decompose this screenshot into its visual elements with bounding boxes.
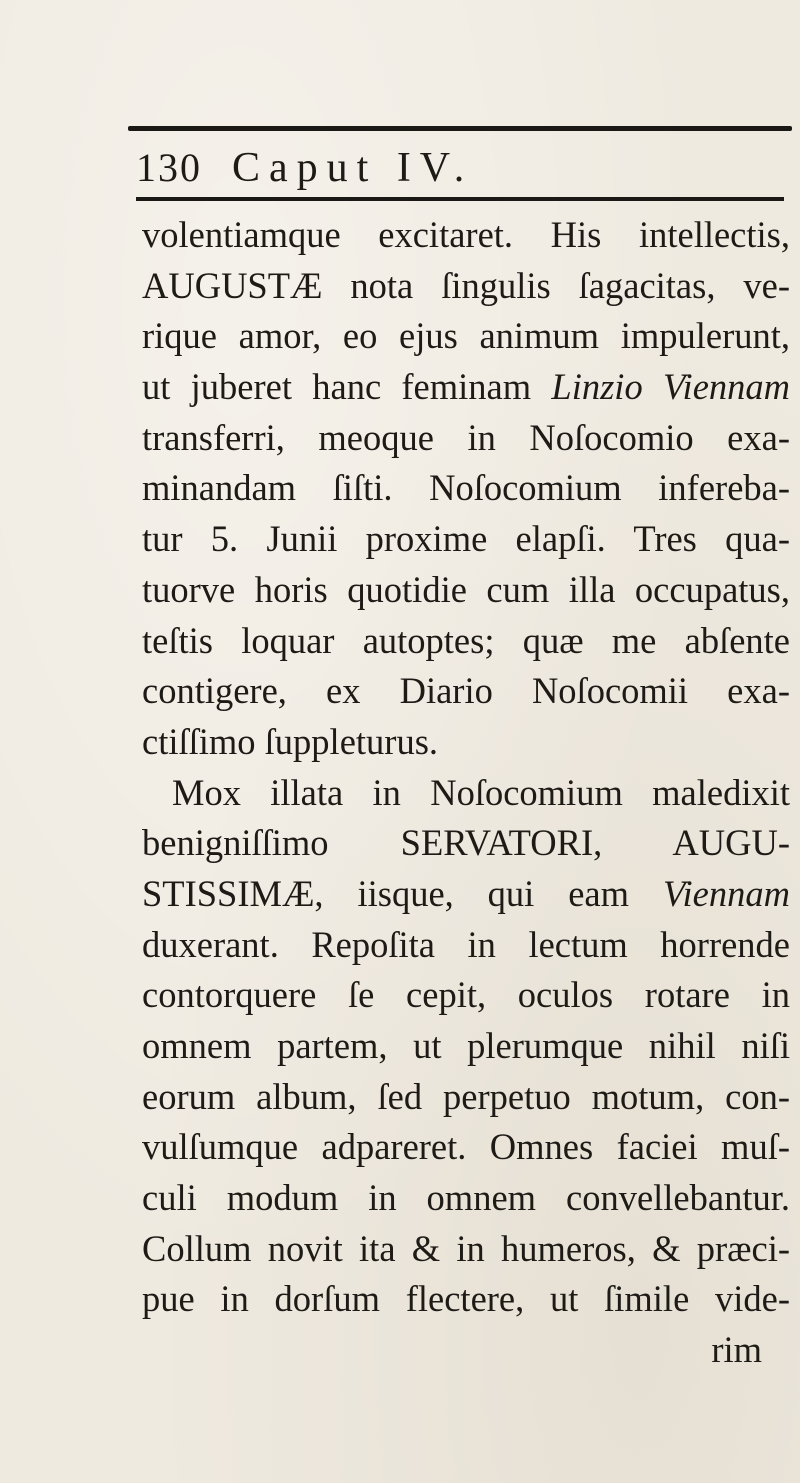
text-line: volentiamque excitaret. His intellectis, bbox=[142, 214, 790, 255]
text-line: ut juberet hanc feminam Linzio Viennam bbox=[142, 366, 791, 408]
text-line: AUGUSTÆ nota ſingulis ſagacitas, ve- bbox=[142, 264, 790, 306]
italic-word: Linzio bbox=[551, 366, 643, 408]
text-line: tuorve horis quotidie cum illa occupatus, bbox=[142, 568, 790, 610]
text-line: Mox illata in Noſocomium maledixit bbox=[172, 771, 790, 813]
catchword: rim bbox=[711, 1329, 762, 1371]
top-rule bbox=[128, 126, 792, 131]
text-line: rique amor, eo ejus animum impulerunt, bbox=[142, 315, 790, 357]
header-rule bbox=[136, 197, 784, 201]
text-line: vulſumque adpareret. Omnes faciei muſ- bbox=[142, 1126, 790, 1168]
text-line: ctiſſimo ſuppleturus. bbox=[142, 720, 439, 762]
text-line: eorum album, ſed perpetuo motum, con- bbox=[142, 1075, 790, 1117]
text-line: omnem partem, ut plerumque nihil niſi bbox=[142, 1025, 790, 1066]
page-header bbox=[136, 140, 786, 196]
text-line: benigniſſimo SERVATORI, AUGU- bbox=[142, 822, 790, 864]
text-line: Collum novit ita & in humeros, & præci- bbox=[142, 1227, 790, 1269]
italic-word: Viennam bbox=[662, 366, 791, 408]
text-line: contigere, ex Diario Noſocomii exa- bbox=[142, 670, 790, 712]
text-line: tur 5. Junii proxime elapſi. Tres qua- bbox=[142, 518, 790, 560]
text-line: contorquere ſe cepit, oculos rotare in bbox=[142, 974, 790, 1016]
text-line: STISSIMÆ, iisque, qui eam Viennam bbox=[142, 872, 790, 914]
text-line: culi modum in omnem convellebantur. bbox=[142, 1177, 790, 1219]
body-text bbox=[142, 210, 790, 1376]
text-line: transferri, meoque in Noſocomio exa- bbox=[142, 416, 790, 458]
page-number: 130 bbox=[136, 145, 202, 190]
text-line: minandam ſiſti. Noſocomium infereba- bbox=[142, 467, 790, 509]
italic-word: Viennam bbox=[662, 872, 790, 914]
text-line: pue in dorſum flectere, ut ſimile vide- bbox=[142, 1278, 790, 1320]
text-line: teſtis loquar autoptes; quæ me abſente bbox=[142, 619, 790, 661]
running-head: Caput IV. bbox=[232, 145, 474, 191]
text-line: duxerant. Repoſita in lectum horrende bbox=[142, 923, 790, 965]
